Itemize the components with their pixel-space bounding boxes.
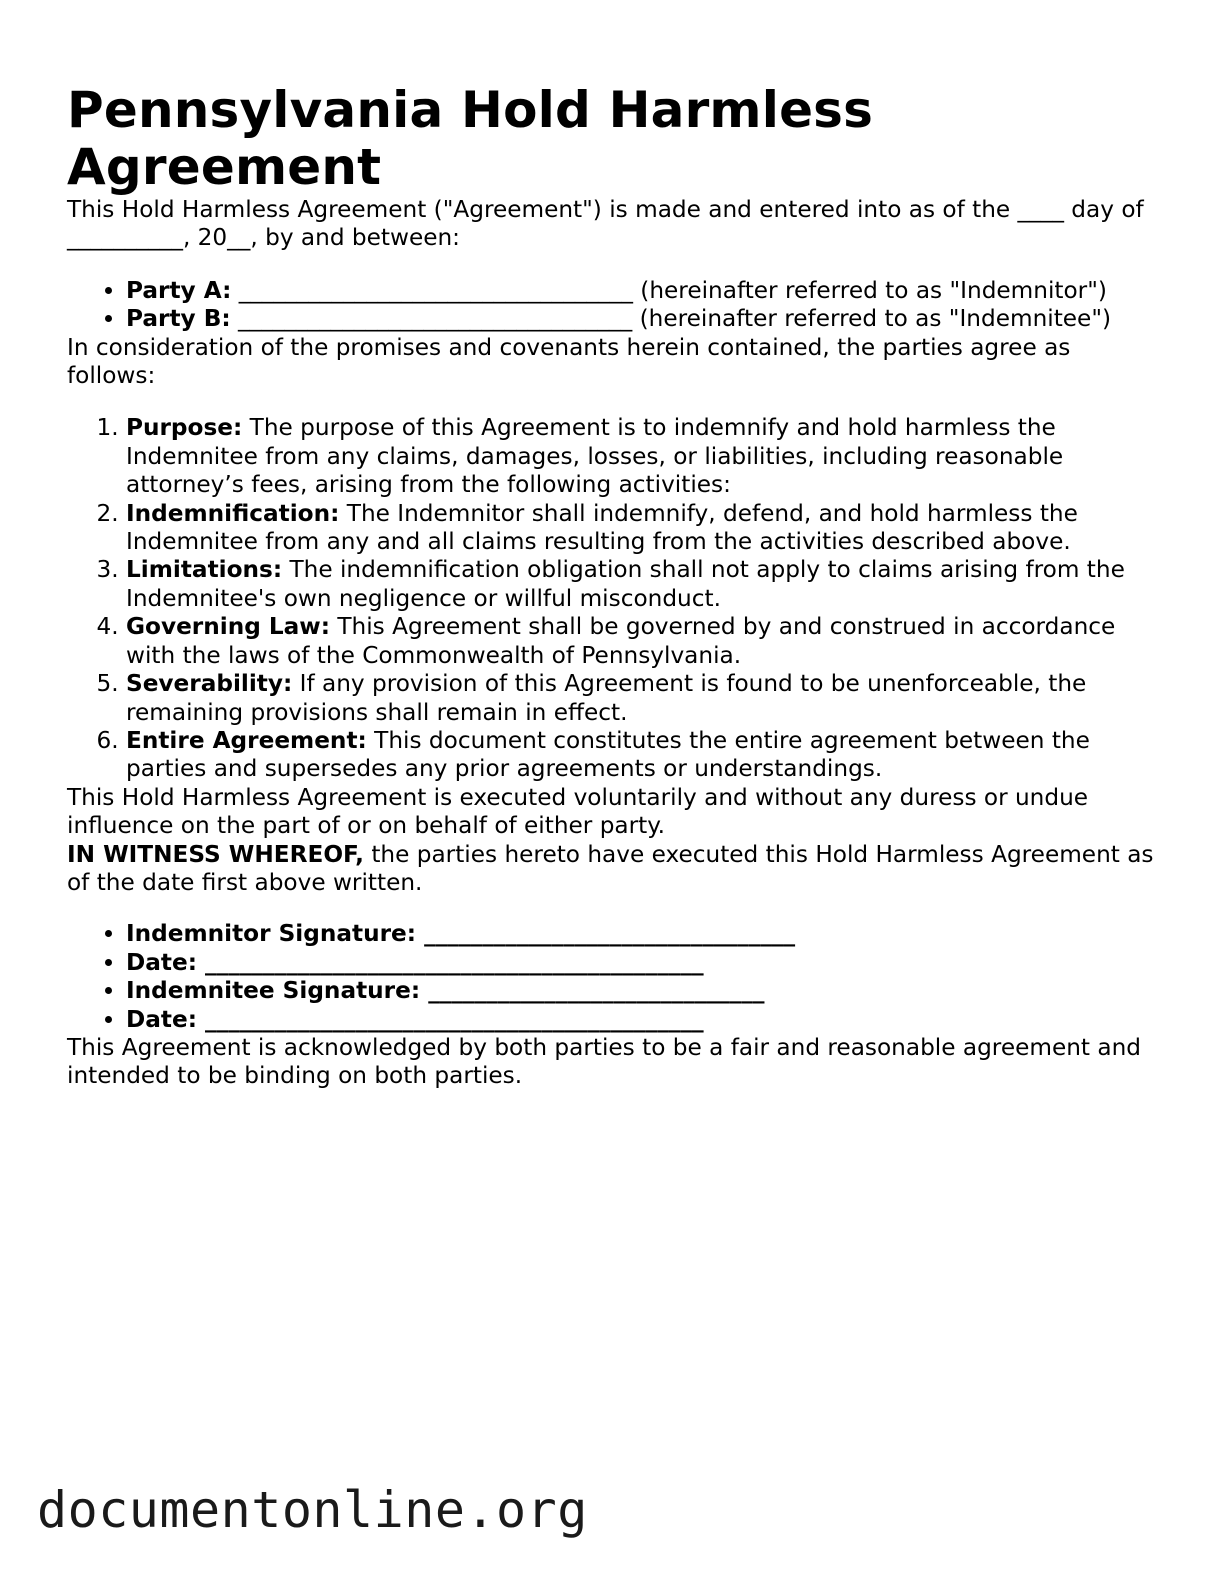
- acknowledgement-paragraph: This Agreement is acknowledged by both parties to be a fair and reasonable agreement and intended to be binding on both parties.: [67, 1033, 1141, 1090]
- party-item: [126, 305, 1157, 333]
- clause-text: This Agreement shall be governed by and construed in accordance with the laws of the Commonwealth of Pennsylvania.: [126, 613, 1116, 669]
- parties-list: [67, 277, 1157, 334]
- clause-text: The purpose of this Agreement is to indemnify and hold harmless the Indemnitee from any claims, damages, losses, or liabilities, including reasonable attorney’s fees, arising from the following activities:: [126, 414, 1064, 499]
- document-page: [67, 82, 1157, 1091]
- witness-paragraph: [67, 841, 1157, 898]
- signature-label: Date:: [126, 1005, 197, 1033]
- watermark: documentonline.org: [37, 1481, 588, 1539]
- clause-text: The indemnification obligation shall not apply to claims arising from the Indemnitee's own negligence or willful misconduct.: [126, 556, 1125, 612]
- party-item: [126, 277, 1157, 305]
- clause-item: [126, 556, 1157, 613]
- clause-label: Governing Law:: [126, 613, 330, 641]
- signatures-list: [67, 920, 1157, 1034]
- clause-text: This document constitutes the entire agreement between the parties and supersedes any prior agreements or understandings.: [126, 726, 1090, 783]
- witness-text: the parties hereto have executed this Hold Harmless Agreement as of the date first above written.: [67, 840, 1154, 896]
- signature-line: ___________________________________________: [196, 1005, 704, 1033]
- clause-label: Purpose:: [126, 414, 243, 442]
- signature-item: [126, 920, 1157, 948]
- clause-label: Limitations:: [126, 556, 283, 584]
- clause-label: Indemnification:: [126, 499, 340, 527]
- party-text: __________________________________ (hereinafter referred to as "Indemnitee"): [230, 305, 1112, 333]
- signature-item: [126, 977, 1157, 1005]
- clause-item: [126, 500, 1157, 557]
- clause-label: Entire Agreement:: [126, 726, 367, 754]
- clause-text: If any provision of this Agreement is found to be unenforceable, the remaining provisions shall remain in effect.: [126, 670, 1087, 726]
- clauses-list: [67, 414, 1157, 783]
- witness-label: IN WITNESS WHEREOF,: [67, 840, 364, 868]
- signature-item: [126, 949, 1157, 977]
- signature-item: [126, 1006, 1157, 1034]
- signature-label: Indemnitor Signature:: [126, 920, 417, 948]
- signature-label: Date:: [126, 948, 197, 976]
- intro-paragraph: This Hold Harmless Agreement ("Agreement") is made and entered into as of the ____ day of __________, 20__, by and between:: [67, 196, 1144, 252]
- signature-label: Indemnitee Signature:: [126, 977, 421, 1005]
- document-title: Pennsylvania Hold Harmless Agreement: [67, 81, 874, 196]
- signature-line: ________________________________: [416, 920, 796, 948]
- party-text: __________________________________ (hereinafter referred to as "Indemnitor"): [231, 276, 1107, 304]
- clause-item: [126, 414, 1157, 499]
- signature-line: ___________________________________________: [196, 948, 704, 976]
- party-label: Party A:: [126, 276, 232, 304]
- clause-label: Severability:: [126, 670, 293, 698]
- clause-item: [126, 613, 1157, 670]
- clause-text: The Indemnitor shall indemnify, defend, and hold harmless the Indemnitee from any and all claims resulting from the activities described above.: [126, 499, 1078, 556]
- clause-item: [126, 670, 1157, 727]
- party-label: Party B:: [126, 305, 231, 333]
- clause-item: [126, 727, 1157, 784]
- signature-line: _____________________________: [420, 977, 765, 1005]
- consideration-paragraph: In consideration of the promises and covenants herein contained, the parties agree as follows:: [67, 333, 1071, 390]
- executed-paragraph: This Hold Harmless Agreement is executed voluntarily and without any duress or undue influence on the part of or on behalf of either party.: [67, 783, 1089, 840]
